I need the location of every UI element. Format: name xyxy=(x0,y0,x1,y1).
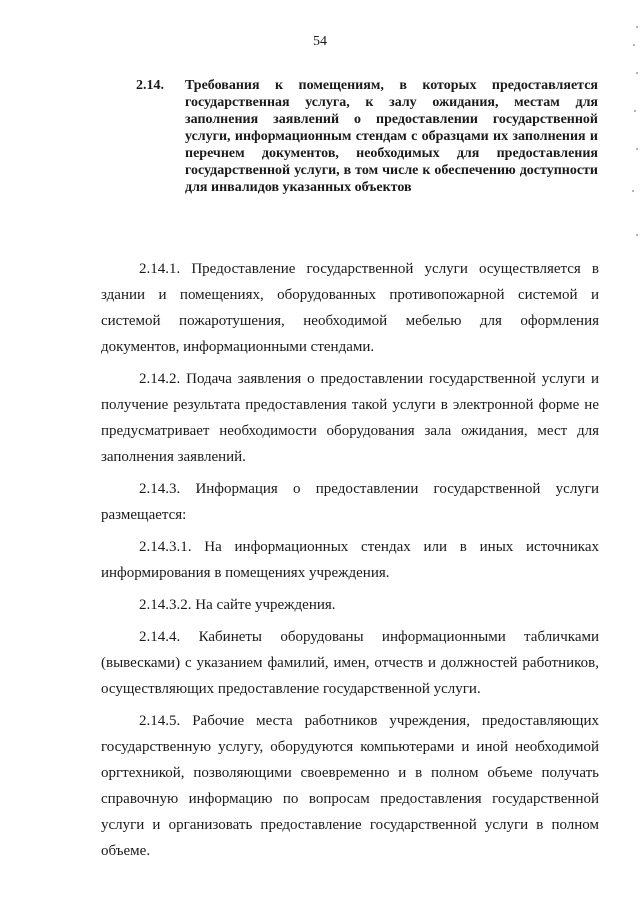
paragraph-2-14-5: 2.14.5. Рабочие места работников учреждения, предоставляющих государственную услугу, оборудуются компьютерами и иной необходимой оргтехникой, позволяющими своевременно и в полном объеме получать справочную информацию по вопросам предоставления государственной услуги и организовать предоставление государственной услуги в полном объеме. xyxy=(101,713,599,859)
paragraph-2-14-2: 2.14.2. Подача заявления о предоставлении государственной услуги и получение результата предоставления такой услуги в электронной форме не предусматривает необходимости оборудования зала ожидания, мест для заполнения заявлений. xyxy=(101,371,599,465)
section-heading xyxy=(136,77,598,196)
paragraph-2-14-1: 2.14.1. Предоставление государственной услуги осуществляется в здании и помещениях, оборудованных противопожарной системой и системой пожаротушения, необходимой мебелью для оформления документов, информационными стендами. xyxy=(101,261,599,355)
section-heading-text: Требования к помещениям, в которых предоставляется государственная услуга, к залу ожидания, местам для заполнения заявлений о предоставлении государственной услуги, информационным стендам с образцами их заполнения и перечнем документов, необходимых для предоставления государственной услуги, в том числе к обеспечению доступности для инвалидов указанных объектов xyxy=(185,78,598,195)
section-heading-number: 2.14. xyxy=(136,78,164,93)
scan-edge-marks xyxy=(630,20,638,250)
paragraph-2-14-4: 2.14.4. Кабинеты оборудованы информационными табличками (вывесками) с указанием фамилий, имен, отчеств и должностей работников, осуществляющих предоставление государственной услуги. xyxy=(101,629,599,697)
page-number: 54 xyxy=(313,34,327,49)
paragraph-2-14-3-2: 2.14.3.2. На сайте учреждения. xyxy=(139,597,336,613)
paragraph-2-14-3-1: 2.14.3.1. На информационных стендах или в иных источниках информирования в помещениях учреждения. xyxy=(101,539,599,581)
paragraph-2-14-3: 2.14.3. Информация о предоставлении государственной услуги размещается: xyxy=(101,481,599,523)
document-body xyxy=(101,256,599,864)
